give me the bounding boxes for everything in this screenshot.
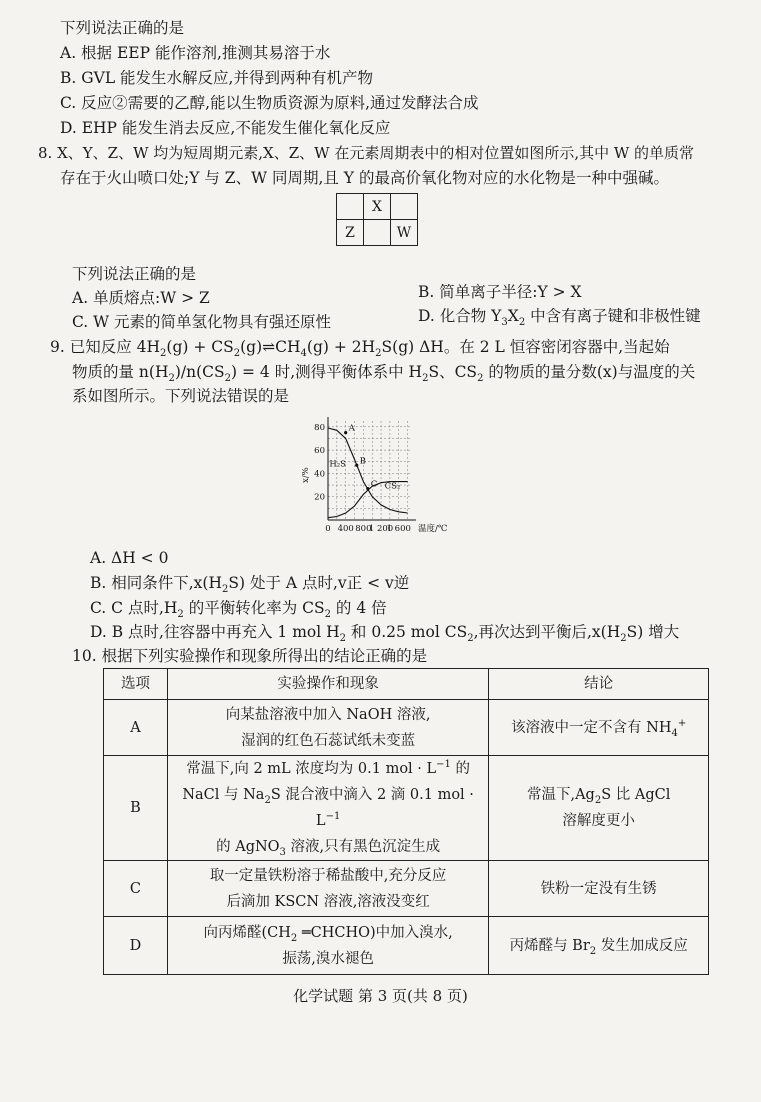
table-header-row bbox=[104, 669, 709, 700]
x-tick-label: 400 bbox=[337, 524, 354, 534]
equilibrium-chart bbox=[300, 413, 480, 538]
experiment-table bbox=[103, 668, 709, 975]
series-label-h2s: H₂S bbox=[329, 459, 346, 470]
point-a bbox=[344, 431, 347, 434]
q9-option-b: B. 相同条件下$,x(H_2S)$ 处于 A 点时,v正 < v逆 bbox=[90, 574, 410, 596]
q7-option-b: B. GVL 能发生水解反应,并得到两种有机产物 bbox=[60, 69, 373, 87]
y-tick-label: 60 bbox=[314, 446, 325, 457]
q8-line2: 存在于火山喷口处;Y 与 Z、W 同周期,且 Y 的最高价氧化物对应的水化物是一种中强碱。 bbox=[60, 169, 669, 187]
equilibrium-arrow: ⇌ bbox=[262, 338, 276, 356]
point-c bbox=[366, 487, 369, 490]
q9-line2: 物质的量 $n(H_2)/n(CS_2) = 4$ 时,测得平衡体系中 $H_2S$、$CS_2$ 的物质的量分数(x)与温度的关 bbox=[72, 363, 696, 385]
table-row-c bbox=[104, 861, 709, 917]
table-row-a bbox=[104, 700, 709, 756]
q7-option-d: D. EHP 能发生消去反应,不能发生催化氧化反应 bbox=[60, 119, 391, 137]
x-tick-label: 0 bbox=[325, 524, 331, 534]
row-key: D bbox=[104, 917, 168, 975]
q7-stem: 下列说法正确的是 bbox=[60, 19, 185, 37]
q10-stem: 10. 根据下列实验操作和现象所得出的结论正确的是 bbox=[72, 647, 428, 665]
grid-cell-z: Z bbox=[337, 220, 364, 246]
q9-option-a: A. ΔH < 0 bbox=[90, 549, 169, 567]
y-tick-label: 20 bbox=[314, 492, 325, 503]
y-tick-label: 80 bbox=[314, 422, 325, 433]
point-label-b: B bbox=[359, 456, 366, 467]
row-operation: 取一定量铁粉溶于稀盐酸中,充分反应 后滴加 KSCN 溶液,溶液没变红 bbox=[167, 861, 488, 917]
q9-equation: 9. 已知反应 $4H_2(g)$ + $CS_2(g)\rightleftharpoons CH_4(g) + 2H_2S(g)$ ΔH。在 2 L 恒容密闭容器中,当起始 bbox=[50, 338, 670, 360]
header-option: 选项 bbox=[104, 669, 168, 700]
header-conclusion: 结论 bbox=[489, 669, 709, 700]
table-row-b bbox=[104, 756, 709, 861]
q8-option-d: D. 化合物 $Y_3X_2$ 中含有离子键和非极性键 bbox=[418, 307, 701, 329]
periodic-table-grid bbox=[336, 193, 418, 246]
row-operation: 向某盐溶液中加入 NaOH 溶液, 湿润的红色石蕊试纸未变蓝 bbox=[167, 700, 488, 756]
page-footer: 化学试题 第 3 页(共 8 页) bbox=[293, 987, 468, 1005]
row-key: C bbox=[104, 861, 168, 917]
q9-option-d: D. B 点时,往容器中再充入 1 mol $H_2$ 和 0.25 mol $CS_2$,再次达到平衡后$,x(H_2S)$ 增大 bbox=[90, 623, 680, 645]
grid-cell-w: W bbox=[391, 220, 418, 246]
row-conclusion: 该溶液中一定不含有 $NH_4^+$ bbox=[489, 700, 709, 756]
q9-line3: 系如图所示。下列说法错误的是 bbox=[72, 387, 290, 405]
row-operation: 常温下,向 2 mL 浓度均为 0.1 mol · $L^{-1}$ 的 NaCl 与 $Na_2S$ 混合液中滴入 2 滴 0.1 mol · $L^{-1}$ 的 AgNO$_3$ 溶液,只有黑色沉淀生成 bbox=[167, 756, 488, 861]
series-line-h2s bbox=[328, 428, 408, 513]
chart-series bbox=[328, 428, 408, 518]
q8-option-c: C. W 元素的简单氢化物具有强还原性 bbox=[72, 313, 332, 331]
x-tick-label: 1 200 bbox=[368, 524, 394, 534]
q7-option-c: C. 反应②需要的乙醇,能以生物质资源为原料,通过发酵法合成 bbox=[60, 94, 479, 112]
q7-option-a: A. 根据 EEP 能作溶剂,推测其易溶于水 bbox=[60, 44, 331, 62]
point-label-c: C bbox=[370, 479, 378, 490]
row-conclusion: 铁粉一定没有生锈 bbox=[489, 861, 709, 917]
grid-cell-x: X bbox=[364, 194, 391, 220]
row-operation: 向丙烯醛($CH_2$ ═CHCHO)中加入溴水, 振荡,溴水褪色 bbox=[167, 917, 488, 975]
y-tick-label: 40 bbox=[314, 469, 325, 480]
q8-stem: 下列说法正确的是 bbox=[72, 265, 197, 283]
chart-grid bbox=[328, 421, 412, 520]
grid-cell bbox=[337, 194, 364, 220]
point-b bbox=[355, 464, 358, 467]
row-key: A bbox=[104, 700, 168, 756]
y-axis-label: x/% bbox=[301, 467, 311, 483]
table-row-d bbox=[104, 917, 709, 975]
q8-option-b: B. 简单离子半径:Y > X bbox=[418, 283, 582, 301]
chart-ticks bbox=[301, 423, 447, 534]
grid-cell bbox=[391, 194, 418, 220]
row-conclusion: 丙烯醛与 $Br_2$ 发生加成反应 bbox=[489, 917, 709, 975]
row-key: B bbox=[104, 756, 168, 861]
x-tick-label: 800 bbox=[355, 524, 372, 534]
header-operation: 实验操作和现象 bbox=[167, 669, 488, 700]
series-label-cs2: CS₂ bbox=[384, 481, 401, 492]
q8-option-a: A. 单质熔点:W > Z bbox=[72, 289, 210, 307]
q9-option-c: C. C 点时$,H_2$ 的平衡转化率为 $CS_2$ 的 4 倍 bbox=[90, 599, 387, 621]
point-label-a: A bbox=[348, 423, 355, 434]
q8-line1: 8. X、Y、Z、W 均为短周期元素,X、Z、W 在元素周期表中的相对位置如图所示,其中 W 的单质常 bbox=[38, 144, 695, 162]
grid-cell bbox=[364, 220, 391, 246]
x-tick-label: 1 600 bbox=[386, 524, 411, 534]
row-conclusion: 常温下$,Ag_2S$ 比 AgCl 溶解度更小 bbox=[489, 756, 709, 861]
x-axis-label: 温度/℃ bbox=[418, 524, 448, 534]
